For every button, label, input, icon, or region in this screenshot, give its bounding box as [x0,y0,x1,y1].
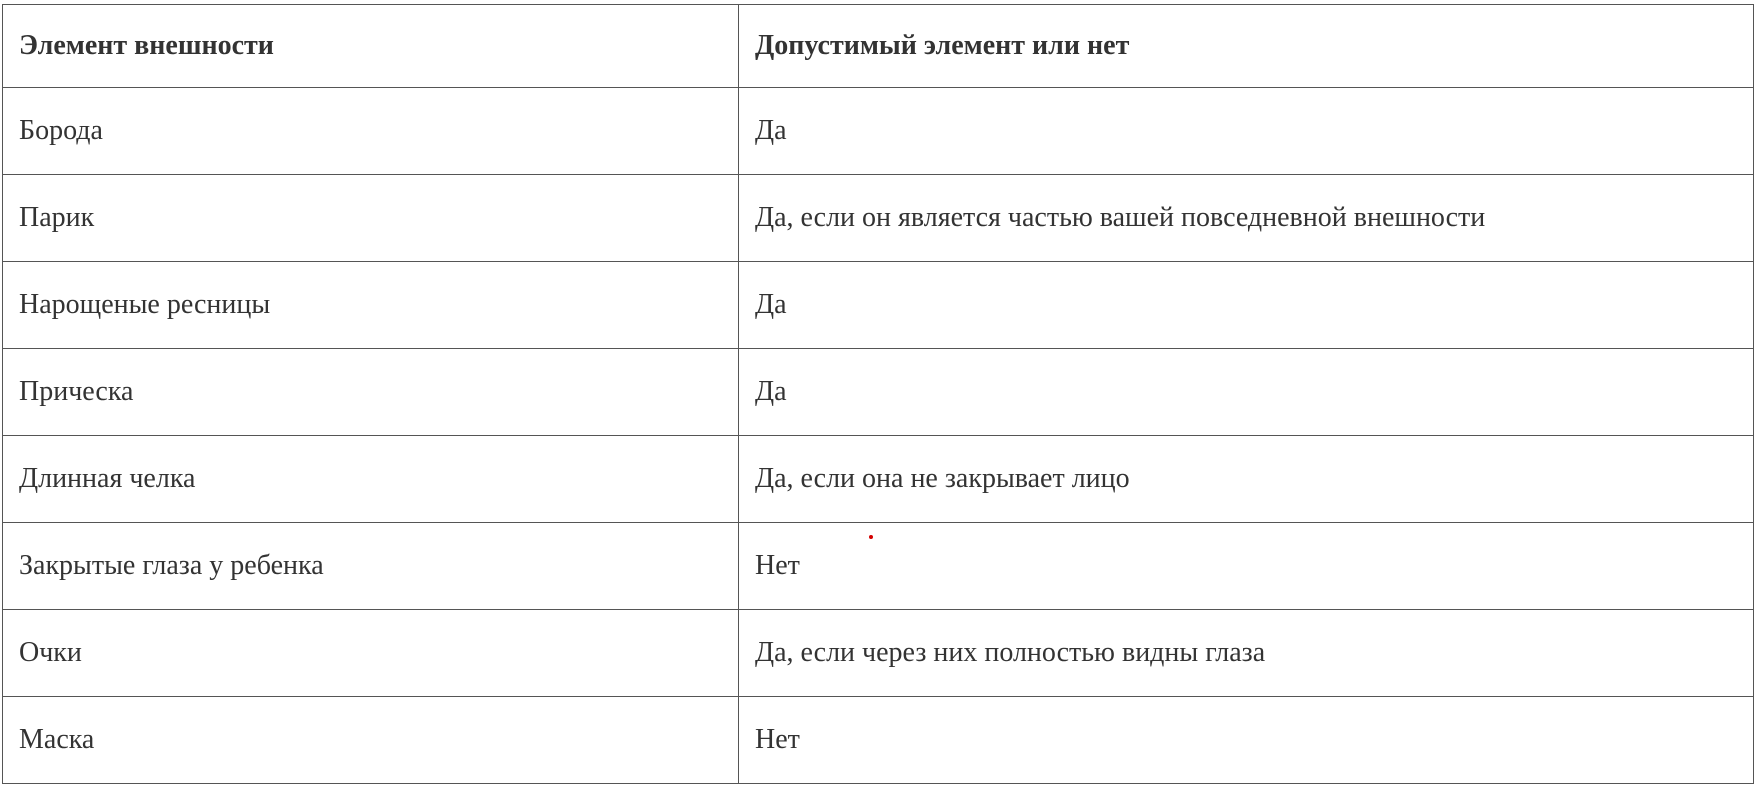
table-row [3,436,1754,523]
table-row [3,610,1754,697]
appearance-table-container [2,4,1753,784]
cell-element: Закрытые глаза у ребенка [3,523,739,610]
cell-element: Борода [3,88,739,175]
cell-element: Нарощеные ресницы [3,262,739,349]
cell-element: Очки [3,610,739,697]
table-row [3,697,1754,784]
table-header-row [3,5,1754,88]
appearance-table [2,4,1754,784]
cell-allowed: Нет [739,697,1754,784]
table-row [3,349,1754,436]
table-row [3,175,1754,262]
cell-element: Длинная челка [3,436,739,523]
table-row [3,88,1754,175]
header-allowed-or-not: Допустимый элемент или нет [739,5,1754,88]
cell-element: Маска [3,697,739,784]
cell-element: Прическа [3,349,739,436]
cell-element: Парик [3,175,739,262]
cell-allowed: Да, если он является частью вашей повседневной внешности [739,175,1754,262]
cell-allowed: Нет [739,523,1754,610]
cell-allowed: Да [739,262,1754,349]
cell-allowed: Да [739,349,1754,436]
table-row [3,262,1754,349]
cell-allowed: Да, если через них полностью видны глаза [739,610,1754,697]
header-appearance-element: Элемент внешности [3,5,739,88]
cell-allowed: Да, если она не закрывает лицо [739,436,1754,523]
table-row [3,523,1754,610]
cell-allowed: Да [739,88,1754,175]
red-marker-dot [869,535,873,539]
